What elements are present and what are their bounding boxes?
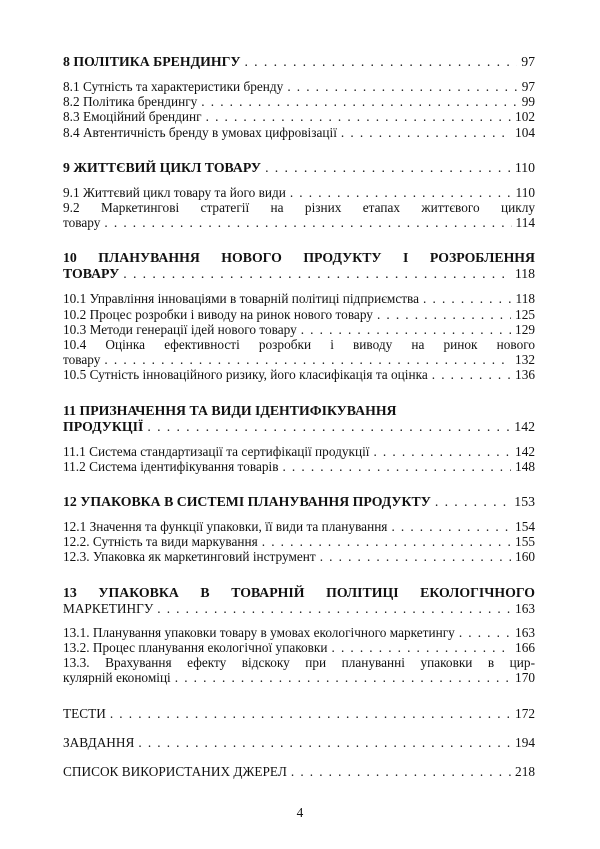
toc-entry: 12.1 Значення та функції упаковки, її види та планування . . . 154 bbox=[63, 519, 535, 534]
page-ref: 160 bbox=[515, 549, 535, 565]
page-ref: 97 bbox=[521, 54, 535, 69]
page-ref: 97 bbox=[521, 79, 535, 94]
toc-chapter-11 bbox=[63, 403, 535, 474]
toc-entry: 10.2 Процес розробки і виводу на ринок нового товару . . . 125 bbox=[63, 307, 535, 322]
page-ref: 110 bbox=[515, 184, 535, 200]
page-ref: 148 bbox=[515, 458, 535, 474]
toc-entry-line: 9.2 Маркетингові стратегії на різних етапах життєвого циклу bbox=[63, 200, 535, 216]
toc-entry: кулярній економіці . . . 170 bbox=[63, 670, 535, 685]
toc-chapter-title: 8 ПОЛІТИКА БРЕНДИНГУ . . . 97 bbox=[63, 54, 535, 70]
page-ref: 142 bbox=[515, 443, 535, 459]
toc-entry: товару . . . 114 bbox=[63, 215, 535, 230]
page-ref: 114 bbox=[515, 215, 535, 231]
page-ref: 172 bbox=[515, 705, 535, 721]
page-ref: 99 bbox=[521, 94, 535, 110]
toc-entry-line: 10.4 Оцінка ефективності розробки і виводу на ринок нового bbox=[63, 337, 535, 353]
toc-entry: 10.1 Управління інноваціями в товарній політиці підприємства . . . 118 bbox=[63, 291, 535, 306]
page-ref: 118 bbox=[515, 291, 535, 307]
toc-chapter-title-line: 11 ПРИЗНАЧЕННЯ ТА ВИДИ ІДЕНТИФІКУВАННЯ bbox=[63, 402, 397, 418]
toc-chapter-12 bbox=[63, 494, 535, 565]
toc-chapter-title-line: 10 ПЛАНУВАННЯ НОВОГО ПРОДУКТУ І РОЗРОБЛЕННЯ bbox=[63, 250, 535, 266]
toc-entry: 12.2. Сутність та види маркування . . . 155 bbox=[63, 534, 535, 549]
toc-chapter-title: 12 УПАКОВКА В СИСТЕМІ ПЛАНУВАННЯ ПРОДУКТУ . . . 153 bbox=[63, 494, 535, 510]
toc-entry: товару . . . 132 bbox=[63, 352, 535, 367]
toc-entry: 12.3. Упаковка як маркетинговий інструмент . . . 160 bbox=[63, 549, 535, 564]
toc-chapter-title: МАРКЕТИНГУ . . . 163 bbox=[63, 601, 535, 616]
page-ref: 125 bbox=[515, 306, 535, 322]
toc-chapter-title: 9 ЖИТТЄВИЙ ЦИКЛ ТОВАРУ . . . 110 bbox=[63, 160, 535, 176]
toc-chapter-9 bbox=[63, 160, 535, 231]
page-ref: 142 bbox=[514, 418, 535, 434]
toc-chapter-10 bbox=[63, 250, 535, 382]
page-ref: 154 bbox=[515, 519, 535, 535]
toc-entry: 11.2 Система ідентифікування товарів . . . 148 bbox=[63, 459, 535, 474]
page-ref: 166 bbox=[515, 640, 535, 656]
toc-entry: 10.3 Методи генерації ідей нового товару . . . 129 bbox=[63, 322, 535, 337]
page-ref: 136 bbox=[515, 367, 535, 383]
toc-entry: 8.1 Сутність та характеристики бренду . . . 97 bbox=[63, 79, 535, 94]
toc-entry: 11.1 Система стандартизації та сертифікації продукції . . . 142 bbox=[63, 444, 535, 459]
page-number: 4 bbox=[296, 805, 304, 820]
toc-entry: 13.2. Процес планування екологічної упаковки . . . 166 bbox=[63, 640, 535, 655]
toc-chapter-title: ПРОДУКЦІЇ . . . 142 bbox=[63, 419, 535, 435]
page-ref: 102 bbox=[515, 109, 535, 125]
toc-entry: 8.2 Політика брендингу . . . 99 bbox=[63, 94, 535, 109]
page-ref: 118 bbox=[514, 266, 535, 282]
page-ref: 129 bbox=[515, 321, 535, 337]
page-ref: 104 bbox=[515, 124, 535, 140]
toc-entry-line: 13.3. Врахування ефекту відскоку при плануванні упаковки в цир- bbox=[63, 655, 535, 671]
page-ref: 132 bbox=[515, 352, 535, 368]
toc-entry: 10.5 Сутність інноваційного ризику, його класифікація та оцінка . . . 136 bbox=[63, 367, 535, 382]
page-ref: 194 bbox=[515, 734, 535, 750]
page-ref: 163 bbox=[515, 600, 535, 616]
page-ref: 163 bbox=[515, 624, 535, 640]
toc-chapter-13 bbox=[63, 585, 535, 686]
toc-entry-references: СПИСОК ВИКОРИСТАНИХ ДЖЕРЕЛ . . . 218 bbox=[63, 764, 535, 779]
page-ref: 155 bbox=[515, 534, 535, 550]
toc-entry: 13.1. Планування упаковки товару в умовах екологічного маркетингу . . . 163 bbox=[63, 625, 535, 640]
page-ref: 218 bbox=[515, 764, 535, 780]
toc-chapter-8 bbox=[63, 54, 535, 140]
page-ref: 170 bbox=[515, 670, 535, 686]
page-ref: 110 bbox=[514, 159, 535, 175]
toc-chapter-title-line: 13 УПАКОВКА В ТОВАРНІЙ ПОЛІТИЦІ ЕКОЛОГІЧНОГО bbox=[63, 584, 535, 600]
toc-entry-tests: ТЕСТИ . . . 172 bbox=[63, 706, 535, 721]
toc-entry-tasks: ЗАВДАННЯ . . . 194 bbox=[63, 735, 535, 750]
toc-chapter-title: ТОВАРУ . . . 118 bbox=[63, 266, 535, 282]
table-of-contents bbox=[63, 54, 535, 793]
page-ref: 153 bbox=[514, 494, 535, 510]
toc-entry: 9.1 Життєвий цикл товару та його види . . . 110 bbox=[63, 185, 535, 200]
toc-entry: 8.3 Емоційний брендинг . . . 102 bbox=[63, 109, 535, 124]
toc-entry: 8.4 Автентичність бренду в умовах цифровізації . . . 104 bbox=[63, 125, 535, 140]
